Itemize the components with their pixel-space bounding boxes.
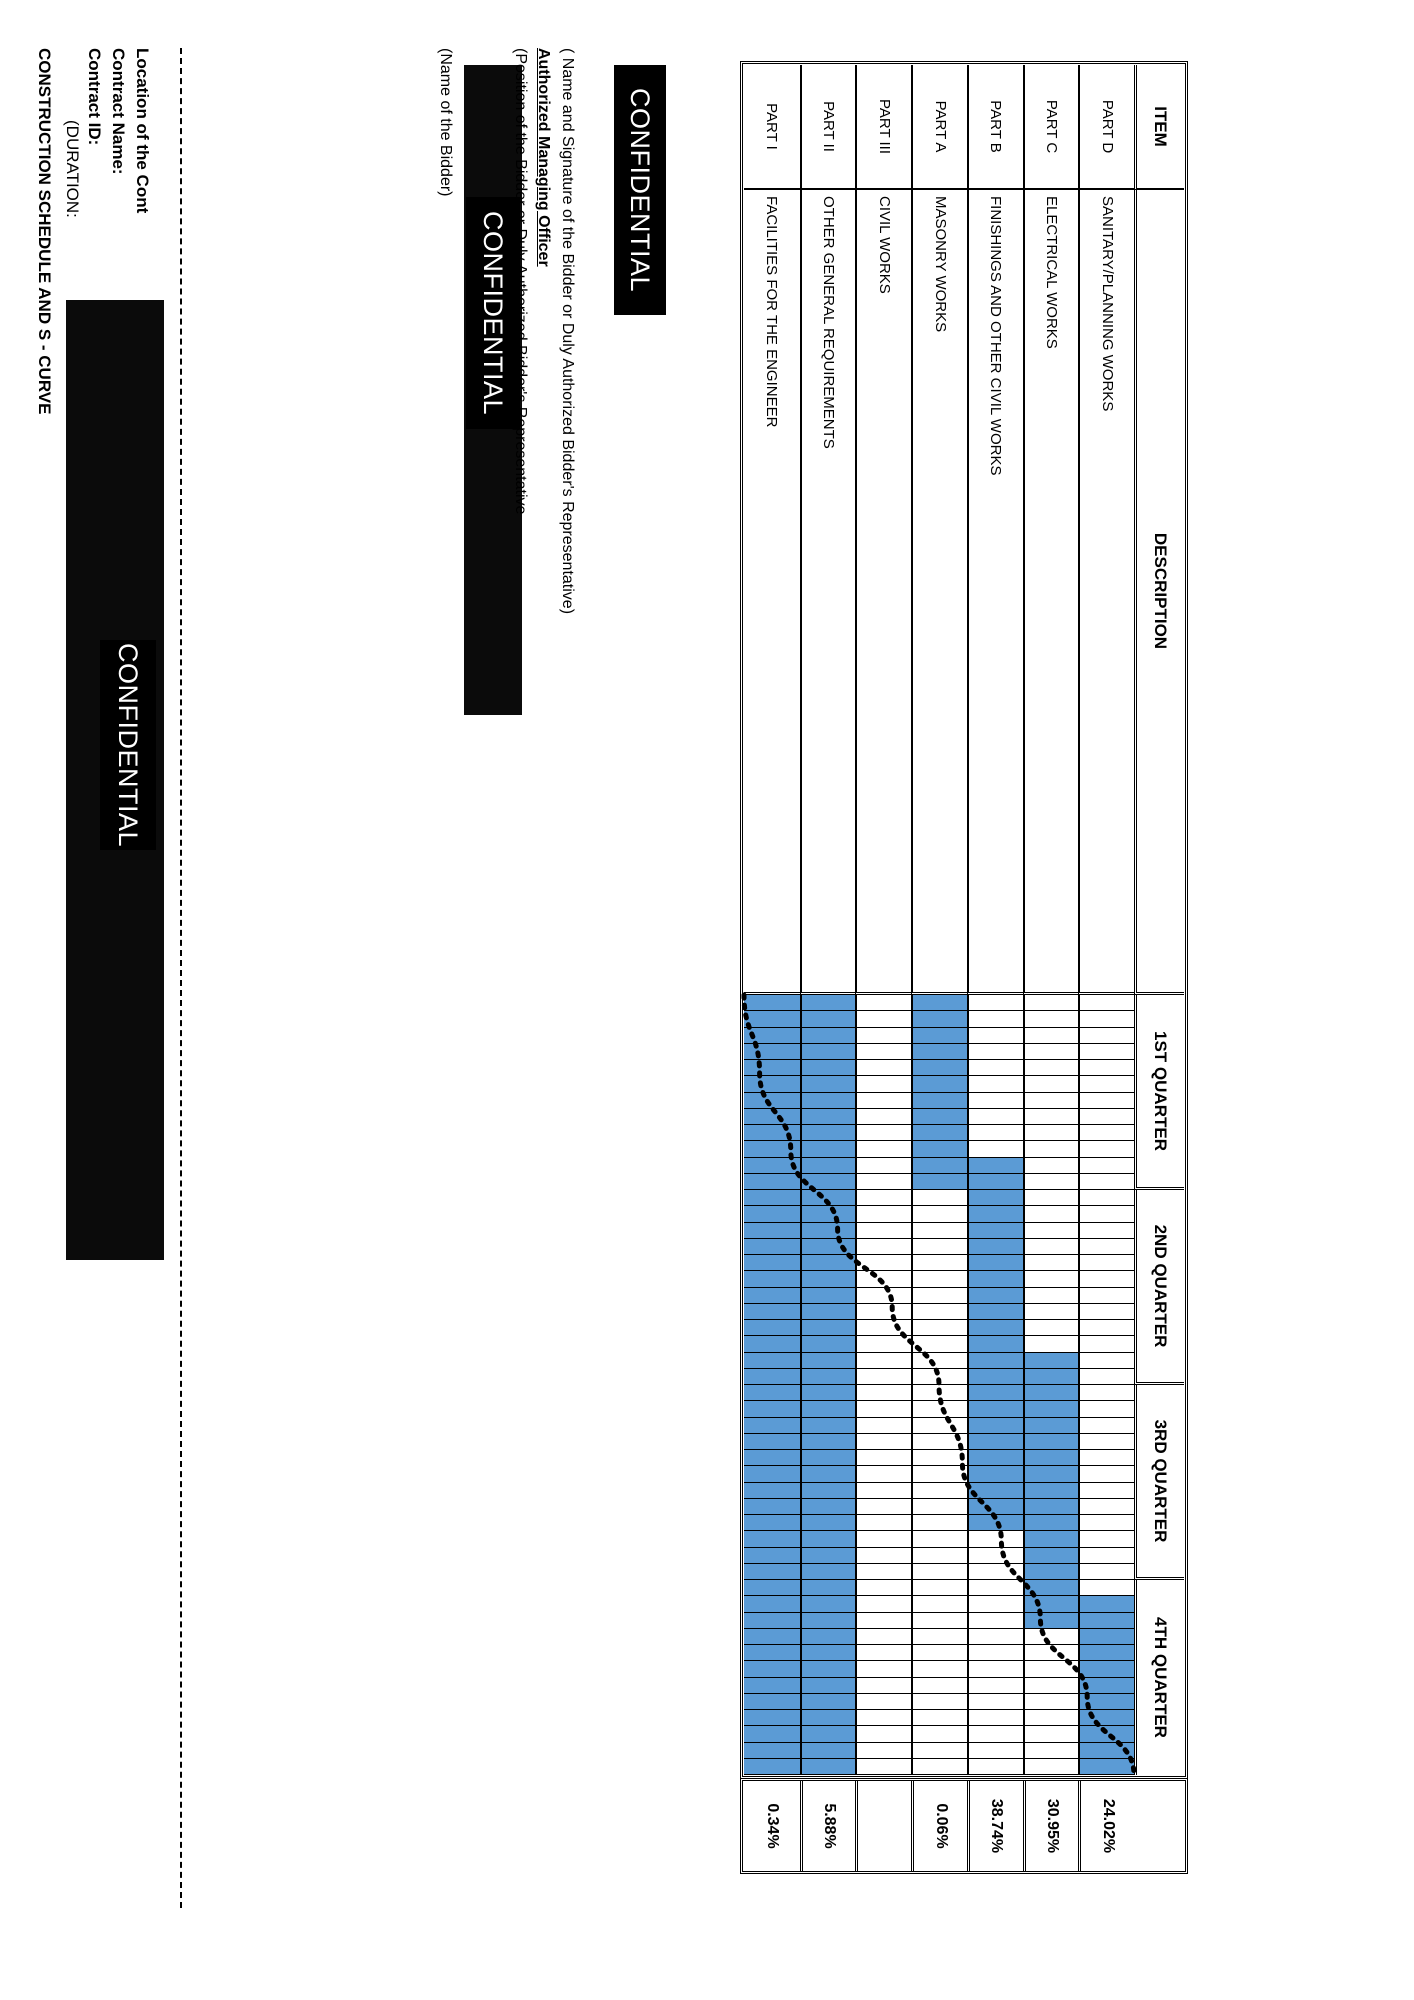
confidential-watermark: CONFIDENTIAL: [466, 197, 520, 429]
signature-line-1: ( Name and Signature of the Bidder or Duly Authorized Bidder's Representative): [559, 48, 576, 615]
row-description: OTHER GENERAL REQUIREMENTS: [800, 190, 856, 995]
location-label: Location of the Cont: [133, 48, 152, 214]
row-item: PART III: [855, 65, 911, 190]
row-percent: 38.74%: [967, 1781, 1023, 1871]
row-percent: 0.06%: [911, 1781, 967, 1871]
row-item: PART B: [967, 65, 1023, 190]
row-item: PART C: [1023, 65, 1079, 190]
row-description: FINISHINGS AND OTHER CIVIL WORKS: [967, 190, 1023, 995]
row-item: PART A: [911, 65, 967, 190]
row-description: CIVIL WORKS: [855, 190, 911, 995]
signature-line-2: Authorized Managing Officer: [535, 48, 552, 267]
row-description: MASONRY WORKS: [911, 190, 967, 995]
row-item: PART D: [1078, 65, 1134, 190]
signature-line-3: (Position of the Bidder or Duly Authorized Bidder's Representative: [512, 48, 529, 515]
contract-id-label: Contract ID:: [85, 48, 104, 146]
s-curve-line: [744, 995, 1134, 1775]
column-header-quarter: 4TH QUARTER: [1134, 1580, 1184, 1775]
row-description: SANITARY/PLANNING WORKS: [1078, 190, 1134, 995]
schedule-table: [744, 65, 1184, 1915]
column-header-quarter: 2ND QUARTER: [1134, 1190, 1184, 1385]
row-item: PART I: [744, 65, 800, 190]
row-item: PART II: [800, 65, 856, 190]
signature-line-4: (Name of the Bidder): [437, 48, 454, 197]
column-header-quarter: 3RD QUARTER: [1134, 1385, 1184, 1580]
contract-name-label: Contract Name:: [109, 48, 128, 175]
column-header-description: DESCRIPTION: [1134, 190, 1184, 995]
row-description: FACILITIES FOR THE ENGINEER: [744, 190, 800, 995]
row-percent: 5.88%: [800, 1781, 856, 1871]
s-curve: [744, 65, 1184, 1915]
confidential-watermark: CONFIDENTIAL: [100, 640, 156, 850]
row-percent: 30.95%: [1023, 1781, 1079, 1871]
confidential-watermark: CONFIDENTIAL: [614, 65, 666, 315]
dashed-divider: [180, 48, 182, 1908]
column-header-item: ITEM: [1134, 65, 1184, 190]
duration-label: (DURATION:: [63, 120, 82, 218]
row-description: ELECTRICAL WORKS: [1023, 190, 1079, 995]
row-percent: 24.02%: [1078, 1781, 1134, 1871]
document-title: CONSTRUCTION SCHEDULE AND S - CURVE: [35, 48, 54, 415]
column-header-quarter: 1ST QUARTER: [1134, 995, 1184, 1190]
row-percent: 0.34%: [763, 1803, 781, 1849]
